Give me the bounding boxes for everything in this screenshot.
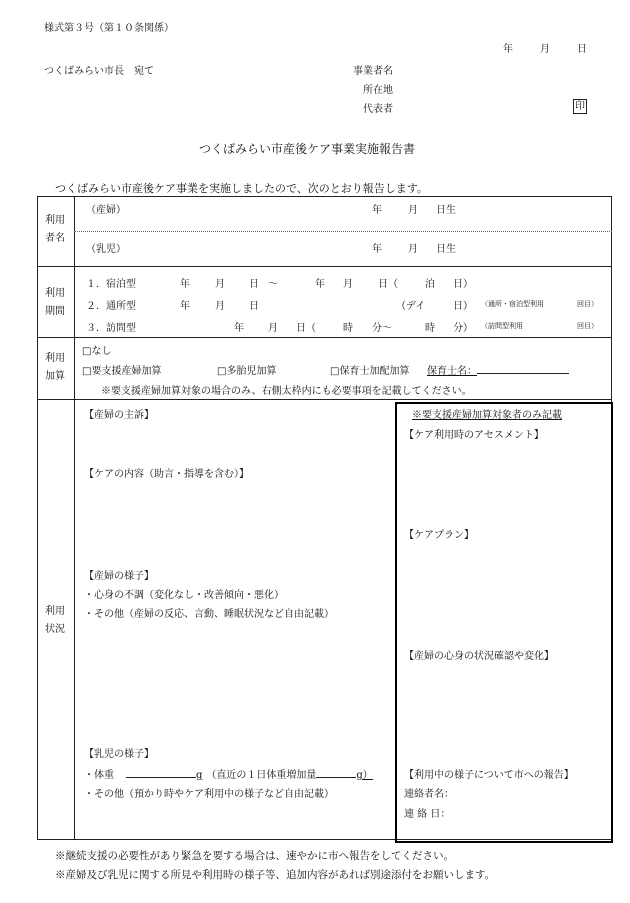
period-text: 年 — [180, 301, 190, 312]
assessment-heading: 【ケア利用時のアセスメント】 — [404, 430, 544, 441]
contact-name-label: 連絡者名： — [404, 789, 454, 800]
form-number: 様式第３号（第１０条関係） — [44, 23, 174, 34]
mind-body-item: ・心身の不調（変化なし・改善傾向・悪化） — [84, 590, 284, 601]
mind-check-heading: 【産婦の心身の状況確認や変化】 — [404, 651, 554, 662]
infant-birth-year: 年 — [372, 244, 382, 255]
period-text: （デイ — [396, 301, 426, 312]
period-text: 泊 — [425, 279, 435, 290]
weight-item — [84, 766, 373, 781]
period-text: 日（ — [296, 323, 316, 334]
period-note: （通所・宿泊型利用 — [481, 300, 544, 308]
date-day: 日 — [577, 44, 587, 55]
mother-birth-year: 年 — [372, 205, 382, 216]
support-box-heading: ※要支援産婦加算対象者のみ記載 — [412, 410, 562, 421]
weight-label: ・体重 — [84, 770, 114, 781]
weight-unit: g — [196, 770, 203, 781]
page-title: つくばみらい市産後ケア事業実施報告書 — [199, 142, 416, 156]
period-text: 日（ — [378, 279, 398, 290]
period-text: 月 — [343, 279, 353, 290]
period-text: 時 — [343, 323, 353, 334]
period-label: 利用 期間 — [45, 288, 65, 317]
period-stay-type: １．宿泊型 — [86, 279, 136, 290]
date-year: 年 — [503, 44, 513, 55]
contact-date-label: 連 絡 日： — [404, 809, 451, 820]
row-divider — [37, 266, 612, 267]
mother-other-item: ・その他（産婦の反応、言動、睡眠状況など自由記載） — [84, 609, 334, 620]
addition-nursery-checkbox[interactable]: □保育士加配加算 — [330, 366, 410, 377]
mother-birth-day: 日生 — [436, 205, 456, 216]
address-label: 所在地 — [363, 85, 393, 96]
addition-note: ※要支援産婦加算対象の場合のみ、右側太枠内にも必要事項を記載してください。 — [101, 386, 472, 397]
care-plan-heading: 【ケアプラン】 — [404, 530, 474, 541]
footer-note-2: ※産婦及び乳児に関する所見や利用時の様子等、追加内容があれば別途添付をお願いします。 — [55, 869, 496, 881]
period-text: 月 — [215, 301, 225, 312]
weight-gain-field[interactable] — [316, 767, 356, 778]
addition-multiple-checkbox[interactable]: □多胎児加算 — [217, 366, 277, 377]
period-text: 年 — [234, 323, 244, 334]
representative-label: 代表者 — [363, 104, 393, 115]
city-report-heading: 【利用中の様子について市への報告】 — [404, 770, 574, 781]
period-text: 分） — [453, 323, 473, 334]
period-visit-type: ３．訪問型 — [86, 323, 136, 334]
period-text: ～ — [268, 279, 278, 290]
care-content-heading: 【ケアの内容（助言・指導を含む）】 — [84, 469, 249, 480]
period-text: 分～ — [372, 323, 392, 334]
period-text: 日 — [249, 301, 259, 312]
operator-name-label: 事業者名 — [353, 66, 393, 77]
infant-condition-heading: 【乳児の様子】 — [84, 749, 154, 760]
addressee: つくばみらい市長 宛て — [44, 66, 154, 77]
mother-birth-month: 月 — [408, 205, 418, 216]
row-divider — [37, 337, 612, 338]
period-note: 回目） — [577, 322, 598, 330]
period-note: （訪問型利用 — [481, 322, 523, 330]
period-text: 年 — [180, 279, 190, 290]
intro-text: つくばみらい市産後ケア事業を実施しましたので、次のとおり報告します。 — [55, 182, 428, 195]
period-text: 年 — [315, 279, 325, 290]
seal-box: 印 — [575, 101, 585, 112]
period-text: 日） — [453, 279, 473, 290]
mother-name: （産婦） — [86, 205, 126, 216]
row-subdivider — [74, 231, 612, 232]
infant-other-item: ・その他（預かり時やケア利用中の様子など自由記載） — [84, 789, 334, 800]
footer-note-1: ※継続支援の必要性があり緊急を要する場合は、速やかに市へ報告をしてください。 — [55, 850, 454, 862]
period-text: 日） — [453, 301, 473, 312]
weight-gain-label: （直近の１日体重増加量 — [206, 770, 317, 781]
mother-condition-heading: 【産婦の様子】 — [84, 571, 154, 582]
label-column-divider — [74, 196, 75, 840]
period-text: 月 — [268, 323, 278, 334]
addition-none-checkbox[interactable]: □なし — [82, 346, 112, 357]
nursery-name-field[interactable]: 保育士名： — [427, 362, 569, 377]
mother-complaint-heading: 【産婦の主訴】 — [84, 410, 154, 421]
status-label: 利用 状況 — [45, 606, 65, 635]
period-note: 回目） — [577, 300, 598, 308]
weight-field[interactable] — [126, 767, 196, 778]
addition-support-checkbox[interactable]: □要支援産婦加算 — [82, 366, 162, 377]
infant-name: （乳児） — [86, 244, 126, 255]
users-label: 利用 者名 — [45, 215, 65, 244]
period-day-type: ２．通所型 — [86, 301, 136, 312]
period-text: 時 — [425, 323, 435, 334]
period-text: 月 — [215, 279, 225, 290]
addition-label: 利用 加算 — [45, 353, 65, 382]
date-month: 月 — [540, 44, 550, 55]
weight-gain-unit: g） — [356, 770, 373, 781]
infant-birth-month: 月 — [408, 244, 418, 255]
row-divider — [37, 399, 612, 400]
period-text: 日 — [249, 279, 259, 290]
infant-birth-day: 日生 — [436, 244, 456, 255]
